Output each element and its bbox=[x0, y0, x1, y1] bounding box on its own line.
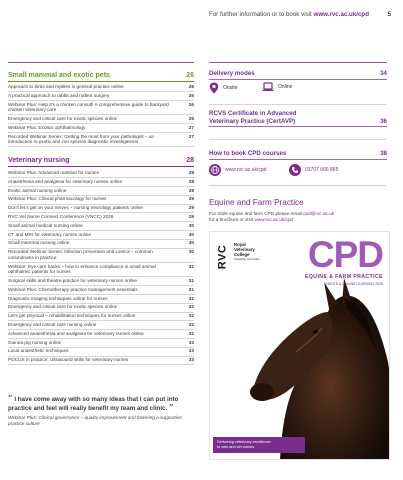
course-page: 30 bbox=[188, 240, 194, 246]
row-divider bbox=[8, 91, 194, 92]
course-row[interactable] bbox=[8, 313, 194, 319]
section-page: 28 bbox=[186, 157, 194, 164]
row-divider bbox=[8, 329, 194, 330]
course-row[interactable] bbox=[8, 170, 194, 176]
row-divider bbox=[8, 177, 194, 178]
quote-open-mark: “ bbox=[8, 393, 13, 403]
course-row[interactable] bbox=[8, 188, 194, 194]
course-page: 32 bbox=[188, 313, 194, 319]
course-row[interactable] bbox=[8, 340, 194, 346]
section-title-line2: Veterinary Practice (CertAVP) bbox=[209, 117, 296, 125]
cover-badge: Delivering veterinary excellence to vets and vet nurses bbox=[213, 437, 305, 453]
course-page: 28 bbox=[188, 178, 194, 184]
row-divider bbox=[8, 248, 194, 249]
course-title: Emergency and critical care nursing online bbox=[8, 322, 97, 327]
course-page: 26 bbox=[188, 84, 194, 89]
course-page: 29 bbox=[188, 196, 194, 202]
course-page: 26 bbox=[188, 92, 194, 98]
course-row[interactable] bbox=[8, 214, 194, 220]
mode-online bbox=[262, 82, 292, 92]
course-row[interactable] bbox=[8, 331, 194, 337]
course-page: 29 bbox=[188, 205, 194, 211]
course-row[interactable] bbox=[8, 102, 194, 113]
course-row[interactable] bbox=[8, 232, 194, 238]
section-title: Delivery modes bbox=[209, 70, 255, 77]
course-page: 30 bbox=[188, 231, 194, 237]
row-divider bbox=[8, 356, 194, 357]
booking-phone-number[interactable]: 01707 666 865 bbox=[305, 167, 339, 173]
equine-farm-body: For 2026 equine and farm CPD please email cpd@rvc.ac.uk for a brochure or visit www.rvc.ac.uk/cpd bbox=[209, 211, 335, 222]
course-page: 33 bbox=[188, 357, 194, 363]
row-divider bbox=[8, 285, 194, 286]
course-title: Approach to birds and reptiles in general practice online bbox=[8, 84, 124, 89]
course-page: 26 bbox=[188, 101, 194, 107]
course-row[interactable] bbox=[8, 116, 194, 122]
course-page: 27 bbox=[188, 124, 194, 130]
page-number: 5 bbox=[387, 11, 391, 18]
course-page: 29 bbox=[188, 214, 194, 219]
section-title: How to book CPD courses bbox=[209, 150, 287, 157]
course-title: Emergency and critical care for exotic species online bbox=[8, 116, 118, 121]
section-small-mammal[interactable] bbox=[8, 72, 194, 82]
course-page: 28 bbox=[188, 170, 194, 175]
row-divider bbox=[8, 123, 194, 124]
course-row[interactable] bbox=[8, 240, 194, 246]
course-row[interactable] bbox=[8, 304, 194, 310]
section-page: 34 bbox=[380, 70, 387, 77]
right-top-rule bbox=[209, 62, 387, 63]
course-page: 27 bbox=[188, 133, 194, 139]
course-title: RVC Vet Nurse Connect Conference (VNCC) 2026 bbox=[8, 214, 114, 219]
laptop-icon bbox=[262, 82, 274, 92]
header-info bbox=[209, 11, 369, 18]
row-divider bbox=[8, 338, 194, 339]
section-title-line1: RCVS Certificate in Advanced bbox=[209, 110, 297, 117]
course-page: 32 bbox=[188, 322, 194, 327]
course-page: 33 bbox=[188, 339, 194, 345]
course-title: Small animal medical nursing online bbox=[8, 222, 83, 228]
quote-citation: Webinar Plus: Clinical governance – quality improvement and fostering a supportive practice culture bbox=[8, 415, 182, 426]
course-row[interactable] bbox=[8, 223, 194, 229]
course-title: A practical approach to rabbit and rodent surgery bbox=[8, 92, 110, 98]
course-page: 32 bbox=[188, 304, 194, 310]
section-vet-nursing[interactable] bbox=[8, 157, 194, 167]
mode-label: Online bbox=[278, 84, 293, 90]
course-row[interactable] bbox=[8, 278, 194, 284]
course-page: 33 bbox=[188, 348, 194, 354]
row-divider bbox=[8, 146, 194, 147]
location-pin-icon bbox=[209, 82, 219, 94]
row-divider bbox=[8, 114, 194, 115]
section-page: 26 bbox=[186, 72, 194, 79]
booking-phone[interactable] bbox=[289, 164, 338, 176]
course-title: Local anaesthetic techniques bbox=[8, 348, 69, 354]
course-page: 32 bbox=[188, 330, 194, 336]
course-title: Surgical skills and theatre practice for veterinary nurses online bbox=[8, 278, 137, 283]
course-row[interactable] bbox=[8, 296, 194, 302]
course-title: Don't let it get on your nerves – nursing neurology patients online bbox=[8, 205, 143, 211]
course-title: Anaesthesia and analgesia for veterinary nurses online bbox=[8, 178, 123, 184]
course-row[interactable] bbox=[8, 84, 194, 90]
section-title: Small mammal and exotic pets bbox=[8, 72, 110, 79]
course-row[interactable] bbox=[8, 348, 194, 354]
rvc-letters: RVC bbox=[216, 244, 229, 270]
course-title: Diagnostic imaging techniques online for nurses bbox=[8, 295, 108, 301]
row-divider bbox=[8, 276, 194, 277]
row-divider bbox=[8, 204, 194, 205]
row-divider bbox=[8, 132, 194, 133]
section-how-to-book[interactable] bbox=[209, 150, 387, 159]
course-title: Small mammal nursing online bbox=[8, 240, 70, 246]
cover-subtitle: EQUINE & FARM PRACTICE bbox=[305, 274, 383, 280]
equine-email-link[interactable]: cpd@rvc.ac.uk bbox=[303, 211, 335, 216]
course-title: Recorded Webinar Series: Getting the most from your pathologist – an introduction to exotic and zoo species diagnostic investigations bbox=[8, 133, 155, 145]
course-title: Webinar Plus: Help it's a chicken consult! A comprehensive guide to backyard chicken veterinary care bbox=[8, 101, 169, 113]
row-divider bbox=[8, 303, 194, 304]
row-divider bbox=[8, 312, 194, 313]
course-page: 30 bbox=[188, 222, 194, 228]
course-page: 30 bbox=[188, 249, 194, 255]
course-row[interactable] bbox=[8, 287, 194, 293]
course-row[interactable] bbox=[8, 134, 194, 145]
quote-text: I have come away with so many ideas that I can put into practice and feel will really benefit my team and clinic. bbox=[8, 396, 179, 412]
course-title: Emergency and critical care for exotic species online bbox=[8, 304, 118, 310]
row-divider bbox=[8, 212, 194, 213]
course-title: Webinar Plus: Exotics ophthalmology bbox=[8, 124, 86, 130]
row-divider bbox=[8, 195, 194, 196]
course-row[interactable] bbox=[8, 264, 194, 275]
course-title: Webinar Plus: Clinical pharmacology for nurses bbox=[8, 196, 107, 202]
course-page: 28 bbox=[188, 187, 194, 193]
cover-subtitle-secondary: ONSITE & ONLINE LEARNING 2026 bbox=[325, 282, 383, 286]
row-divider bbox=[8, 230, 194, 231]
section-title: Veterinary nursing bbox=[8, 157, 70, 164]
row-divider bbox=[8, 239, 194, 240]
course-title: Recorded Webinar Series: Infection prevention and control – common conundrums in practice bbox=[8, 249, 153, 260]
course-row[interactable] bbox=[8, 93, 194, 99]
testimonial-quote bbox=[8, 395, 194, 426]
globe-icon bbox=[209, 164, 221, 176]
row-divider bbox=[8, 186, 194, 187]
phone-icon bbox=[289, 164, 301, 176]
course-title: Guinea pig nursing online bbox=[8, 339, 62, 345]
section-delivery-modes[interactable] bbox=[209, 70, 387, 79]
course-page: 31 bbox=[188, 263, 194, 269]
quote-close-mark: ” bbox=[168, 401, 174, 412]
equine-url-link[interactable]: www.rvc.ac.uk/cpd bbox=[254, 216, 294, 222]
course-page: 31 bbox=[188, 278, 194, 283]
course-title: CT and MRI for veterinary nurses online bbox=[8, 231, 92, 237]
course-row[interactable] bbox=[8, 357, 194, 363]
booking-website-link[interactable]: www.rvc.ac.uk/cpd bbox=[225, 167, 267, 173]
course-title: Webinar Plus: Chemotherapy practice management essentials bbox=[8, 286, 138, 292]
mode-onsite bbox=[209, 82, 237, 94]
row-divider bbox=[8, 262, 194, 263]
section-page: 38 bbox=[380, 150, 387, 157]
page-header bbox=[0, 0, 403, 29]
course-row[interactable] bbox=[8, 249, 194, 260]
row-divider bbox=[8, 294, 194, 295]
cpd-heading: CPD bbox=[307, 234, 383, 275]
course-row[interactable] bbox=[8, 322, 194, 328]
brochure-cover-image: RVC Royal Veterinary College University of London CPD EQUINE & FARM PRACTICE ONSITE & ONLINE LEARNING 2026 Delivering veterinary excellence to vets and vet nurses bbox=[209, 231, 390, 460]
mode-label: Onsite bbox=[223, 85, 238, 91]
course-title: Exotic animal nursing online bbox=[8, 187, 67, 193]
course-page: 31 bbox=[188, 286, 194, 292]
row-divider bbox=[8, 221, 194, 222]
header-url-link[interactable]: www.rvc.ac.uk/cpd bbox=[313, 11, 369, 18]
section-page: 36 bbox=[380, 118, 387, 125]
course-row[interactable] bbox=[8, 205, 194, 211]
course-row[interactable] bbox=[8, 179, 194, 185]
left-top-rule bbox=[8, 62, 194, 63]
course-title: Advanced anaesthesia and analgesia for veterinary nurses online bbox=[8, 330, 144, 336]
header-info-text: For further information or to book visit bbox=[208, 11, 312, 18]
course-page: 25 bbox=[188, 116, 194, 121]
course-page: 31 bbox=[188, 295, 194, 301]
course-title: Webinar Plus: Advanced nutrition for nurses bbox=[8, 170, 100, 175]
booking-website[interactable] bbox=[209, 164, 266, 176]
course-row[interactable] bbox=[8, 196, 194, 202]
course-title: Webinar: Eye care hacks – how to enhance compliance in small animal ophthalmic patients for nurses bbox=[8, 263, 156, 275]
row-divider bbox=[8, 347, 194, 348]
row-divider bbox=[8, 100, 194, 101]
row-divider bbox=[8, 364, 194, 365]
course-title: POCUS in practice: Ultrasound skills for veterinary nurses bbox=[8, 357, 129, 363]
row-divider bbox=[8, 320, 194, 321]
equine-farm-title: Equine and Farm Practice bbox=[209, 198, 304, 207]
section-certavp[interactable] bbox=[209, 110, 387, 130]
course-title: Let's get physical – rehabilitation techniques for nurses online bbox=[8, 313, 136, 319]
course-row[interactable] bbox=[8, 125, 194, 131]
